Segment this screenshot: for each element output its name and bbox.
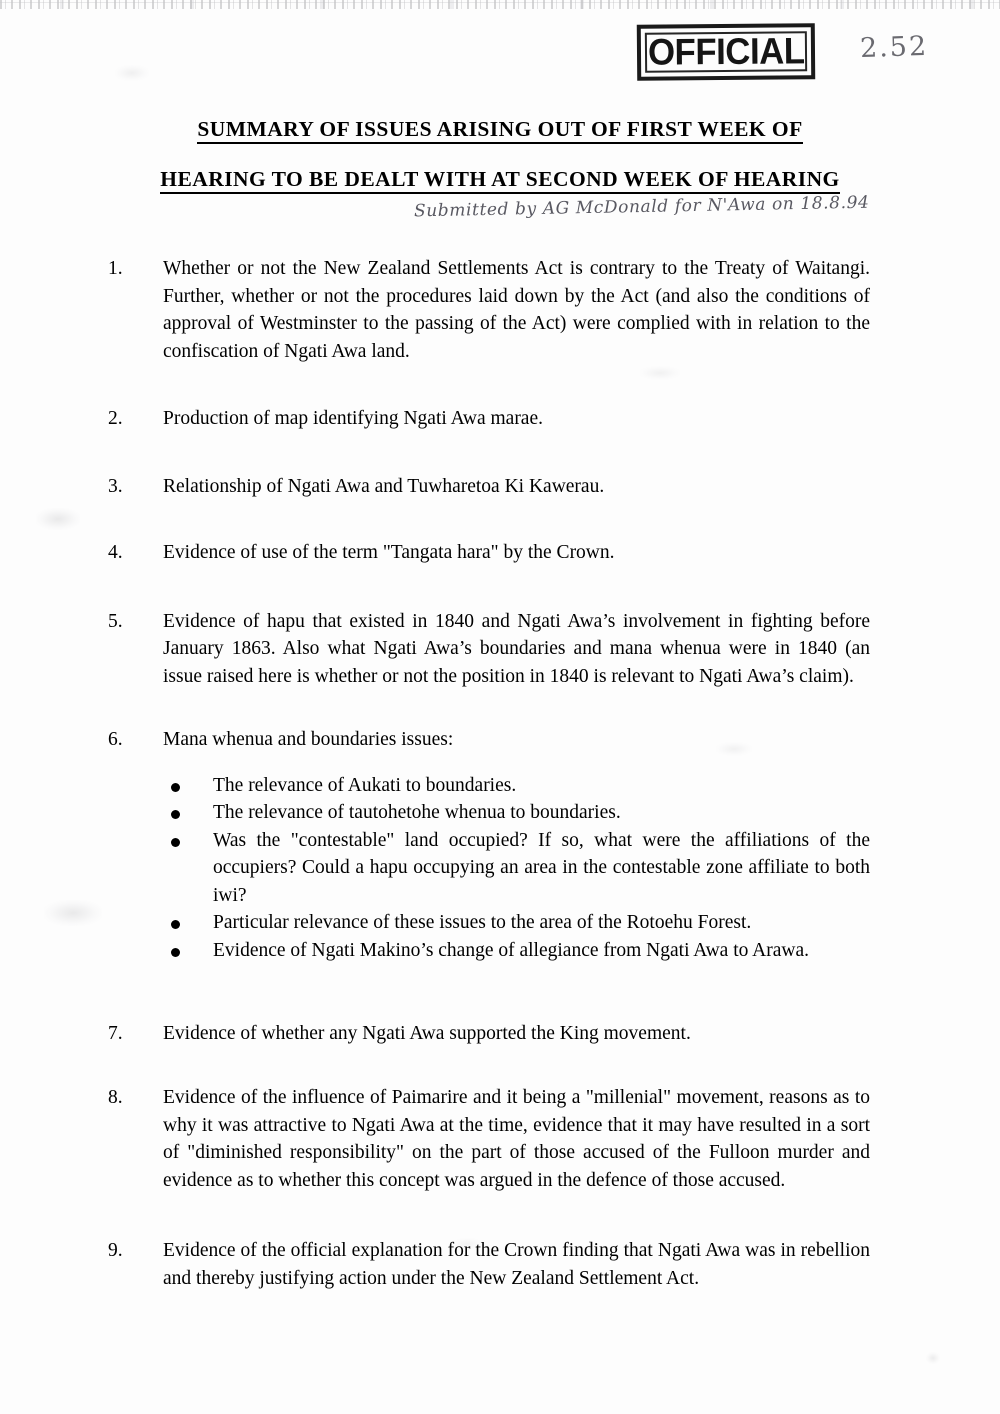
bullet-list-item	[163, 937, 870, 965]
list-item	[108, 1020, 870, 1048]
list-item-number: 1.	[108, 258, 123, 279]
list-item	[108, 539, 870, 567]
list-item-text: Evidence of the influence of Paimarire and it being a "millenial" movement, reasons as to why it was attractive to Ngati Awa at the time, evidence that it may have resulted in a sort of "diminished responsibility" on the part of those accused of the Fulloon murder and evidence as to whether this concept was argued in the defence of those accused.	[163, 1087, 870, 1191]
list-item-text: Evidence of the official explanation for the Crown finding that Ngati Awa was in rebellion and thereby justifying action under the New Zealand Settlement Act.	[163, 1240, 870, 1289]
bullet-dot-icon	[171, 920, 180, 929]
list-item-text: Production of map identifying Ngati Awa marae.	[163, 408, 543, 429]
list-item	[108, 473, 870, 501]
bullet-list-item	[163, 772, 870, 800]
list-item-text: Evidence of hapu that existed in 1840 and Ngati Awa’s involvement in fighting before January 1863. Also what Ngati Awa’s boundaries and mana whenua were in 1840 (an issue raised here is whether or not the position in 1840 is relevant to Ngati Awa’s claim).	[163, 610, 870, 687]
bullet-list-item	[163, 909, 870, 937]
spacer	[108, 1194, 870, 1237]
page-smudge	[926, 1352, 940, 1364]
spacer	[108, 984, 870, 1020]
list-item-text: Relationship of Ngati Awa and Tuwharetoa Ki Kawerau.	[163, 475, 605, 497]
official-stamp-label: OFFICIAL	[647, 29, 805, 73]
list-item-number: 5.	[108, 610, 123, 632]
sub-bullet-list	[163, 772, 870, 965]
page-title-line-2	[0, 168, 1000, 191]
list-item-number: 6.	[108, 729, 123, 750]
official-stamp	[637, 23, 815, 81]
scan-edge-artifact	[0, 0, 1000, 9]
spacer	[108, 500, 870, 539]
bullet-list-item-text: Was the "contestable" land occupied? If so, what were the affiliations of the occupiers? Could a hapu occupying an area in the contestable zone affiliate to both iwi?	[213, 829, 870, 906]
page-smudge	[44, 900, 102, 926]
list-item-number: 7.	[108, 1022, 123, 1044]
handwritten-page-reference: 2.52	[859, 30, 929, 65]
list-item-number: 2.	[108, 408, 123, 429]
list-item-text: Mana whenua and boundaries issues:	[163, 729, 454, 750]
page-title-line-1-text: SUMMARY OF ISSUES ARISING OUT OF FIRST WEEK OF	[197, 117, 802, 144]
bullet-list-item-text: Evidence of Ngati Makino’s change of allegiance from Ngati Awa to Arawa.	[213, 939, 810, 961]
list-item-number: 8.	[108, 1087, 123, 1108]
list-item	[108, 608, 870, 691]
bullet-list-item-text: Particular relevance of these issues to the area of the Rotoehu Forest.	[213, 912, 752, 933]
list-item	[108, 255, 870, 365]
page-smudge	[36, 508, 80, 530]
list-item	[108, 405, 870, 433]
bullet-dot-icon	[171, 810, 180, 819]
spacer	[108, 567, 870, 608]
page-smudge	[115, 65, 149, 81]
bullet-list-item-text: The relevance of Aukati to boundaries.	[213, 774, 517, 796]
bullet-list-item-text: The relevance of tautohetohe whenua to boundaries.	[213, 802, 621, 823]
spacer	[108, 690, 870, 726]
page-title-line-1	[0, 118, 1000, 141]
spacer	[108, 1047, 870, 1084]
list-item-number: 3.	[108, 475, 123, 497]
list-item-number: 9.	[108, 1240, 123, 1261]
list-item-number: 4.	[108, 542, 123, 563]
issues-list	[108, 255, 870, 1292]
list-item	[108, 1084, 870, 1194]
list-item	[108, 726, 870, 964]
bullet-dot-icon	[171, 948, 180, 957]
handwritten-submission-note: Submitted by AG McDonald for N'Awa on 18.8.94	[413, 192, 870, 222]
bullet-list-item	[163, 827, 870, 910]
list-item	[108, 1237, 870, 1292]
list-item-text: Whether or not the New Zealand Settlements Act is contrary to the Treaty of Waitangi. Further, whether or not the procedures laid down by the Act (and also the conditions of approval of Westminster to the passing of the Act) were complied with in relation to the confiscation of Ngati Awa land.	[163, 258, 870, 362]
bullet-list-item	[163, 799, 870, 827]
bullet-dot-icon	[171, 783, 180, 792]
page-title-line-2-text: HEARING TO BE DEALT WITH AT SECOND WEEK OF HEARING	[160, 167, 839, 194]
list-item-text: Evidence of use of the term "Tangata hara" by the Crown.	[163, 542, 615, 563]
list-item-text: Evidence of whether any Ngati Awa supported the King movement.	[163, 1022, 691, 1044]
spacer	[108, 365, 870, 405]
bullet-dot-icon	[171, 838, 180, 847]
spacer	[108, 433, 870, 473]
